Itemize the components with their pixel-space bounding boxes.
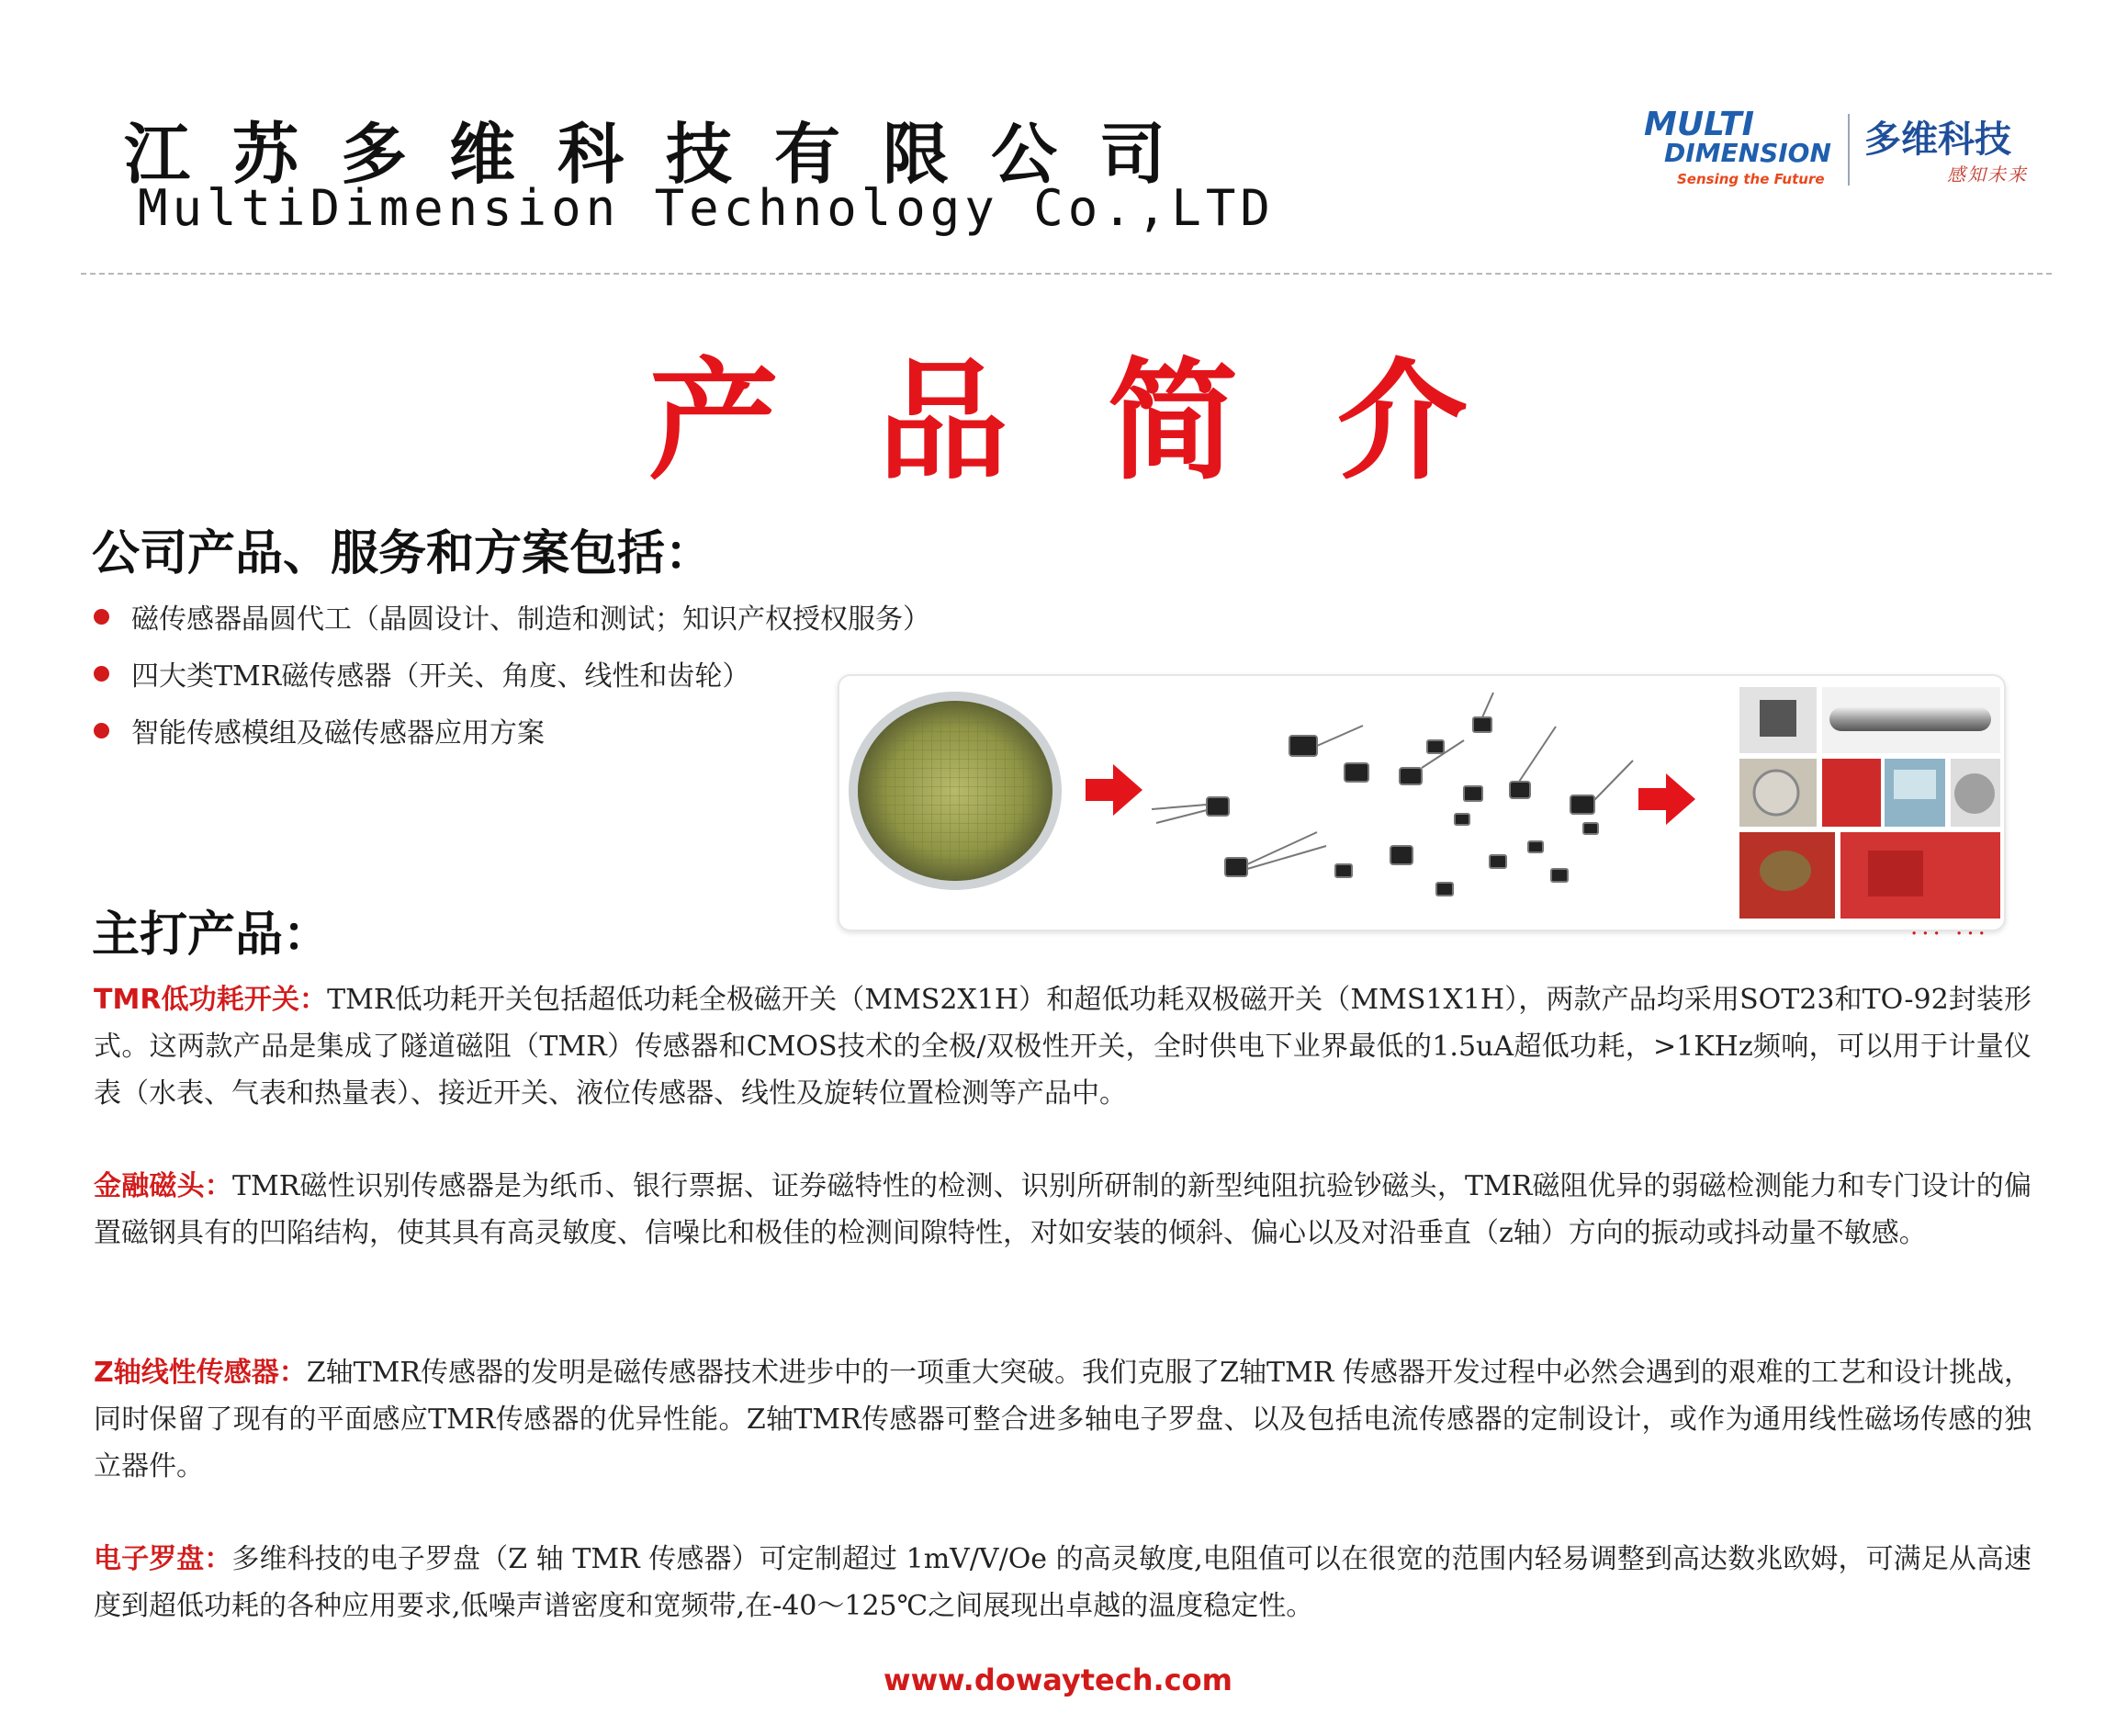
- logo-name-cn: 多维科技: [1864, 118, 2011, 161]
- wafer-image: [849, 692, 1062, 890]
- panel-ellipsis: ... ...: [1910, 913, 1989, 941]
- list-item-text: 磁传感器晶圆代工（晶圆设计、制造和测试；知识产权授权服务）: [131, 603, 930, 636]
- list-item: [94, 588, 930, 645]
- product-paragraph-financial-head: [94, 1163, 2032, 1257]
- logo-text-dimension: DIMENSION: [1664, 138, 1831, 168]
- arrow-right-icon: [1638, 773, 1695, 825]
- products-heading: 主打产品：: [92, 907, 332, 963]
- product-image-panel: [838, 674, 2006, 931]
- company-name-en: MultiDimension Technology Co.,LTD: [138, 179, 1275, 237]
- arrow-right-icon: [1086, 764, 1142, 816]
- product-paragraph-tmr-switch: [94, 976, 2032, 1117]
- chip-packages-image: [1152, 693, 1633, 896]
- services-list: [94, 588, 930, 759]
- application-images: [1739, 687, 2000, 919]
- logo-slogan-en: Sensing the Future: [1677, 171, 1825, 187]
- website-link[interactable]: www.dowaytech.com: [884, 1663, 1232, 1697]
- product-label: Z轴线性传感器：: [94, 1357, 307, 1389]
- product-label: 金融磁头：: [94, 1170, 233, 1202]
- logo-text-multi: MULTI: [1644, 106, 1754, 143]
- company-logo: [1644, 108, 2048, 200]
- logo-slogan-cn: 感知未来: [1947, 163, 2028, 186]
- product-description: TMR磁性识别传感器是为纸币、银行票据、证券磁特性的检测、识别所研制的新型纯阻抗验钞磁头，TMR磁阻优异的弱磁检测能力和专门设计的偏置磁钢具有的凹陷结构，使其具有高灵敏度、信噪比和极佳的检测间隙特性，对如安装的倾斜、偏心以及对沿垂直（z轴）方向的振动或抖动量不敏感。: [94, 1170, 2032, 1249]
- header-divider: [81, 273, 2052, 275]
- list-item-text: 四大类TMR磁传感器（开关、角度、线性和齿轮）: [131, 660, 750, 693]
- list-item-text: 智能传感模组及磁传感器应用方案: [131, 717, 545, 750]
- bullet-icon: [94, 723, 109, 738]
- product-paragraph-z-axis-sensor: [94, 1349, 2032, 1490]
- bullet-icon: [94, 609, 109, 625]
- company-name-cn: 江苏多维科技有限公司: [124, 116, 1209, 193]
- services-heading: 公司产品、服务和方案包括：: [92, 526, 714, 581]
- page-title: 产品简介: [648, 346, 1567, 498]
- product-description: TMR低功耗开关包括超低功耗全极磁开关（MMS2X1H）和超低功耗双极磁开关（MMS1X1H），两款产品均采用SOT23和TO-92封装形式。这两款产品是集成了隧道磁阻（TMR）传感器和CMOS技术的全极/双极性开关，全时供电下业界最低的1.5uA超低功耗，>1KHz频响，可以用于计量仪表（水表、气表和热量表）、接近开关、液位传感器、线性及旋转位置检测等产品中。: [94, 984, 2032, 1110]
- product-label: TMR低功耗开关：: [94, 984, 328, 1016]
- product-paragraph-e-compass: [94, 1536, 2032, 1629]
- product-label: 电子罗盘：: [94, 1543, 232, 1575]
- product-description: Z轴TMR传感器的发明是磁传感器技术进步中的一项重大突破。我们克服了Z轴TMR 传感器开发过程中必然会遇到的艰难的工艺和设计挑战，同时保留了现有的平面感应TMR传感器的优异性能。Z轴TMR传感器可整合进多轴电子罗盘、以及包括电流传感器的定制设计，或作为通用线性磁场传感的独立器件。: [94, 1357, 2032, 1482]
- logo-divider: [1848, 114, 1850, 186]
- list-item: [94, 702, 930, 759]
- product-description: 多维科技的电子罗盘（Z 轴 TMR 传感器）可定制超过 1mV/V/Oe 的高灵敏度,电阻值可以在很宽的范围内轻易调整到高达数兆欧姆，可满足从高速度到超低功耗的各种应用要求,低噪声谱密度和宽频带,在-40～125℃之间展现出卓越的温度稳定性。: [94, 1543, 2032, 1622]
- product-illustration: [839, 676, 2004, 930]
- list-item: [94, 645, 930, 702]
- bullet-icon: [94, 666, 109, 682]
